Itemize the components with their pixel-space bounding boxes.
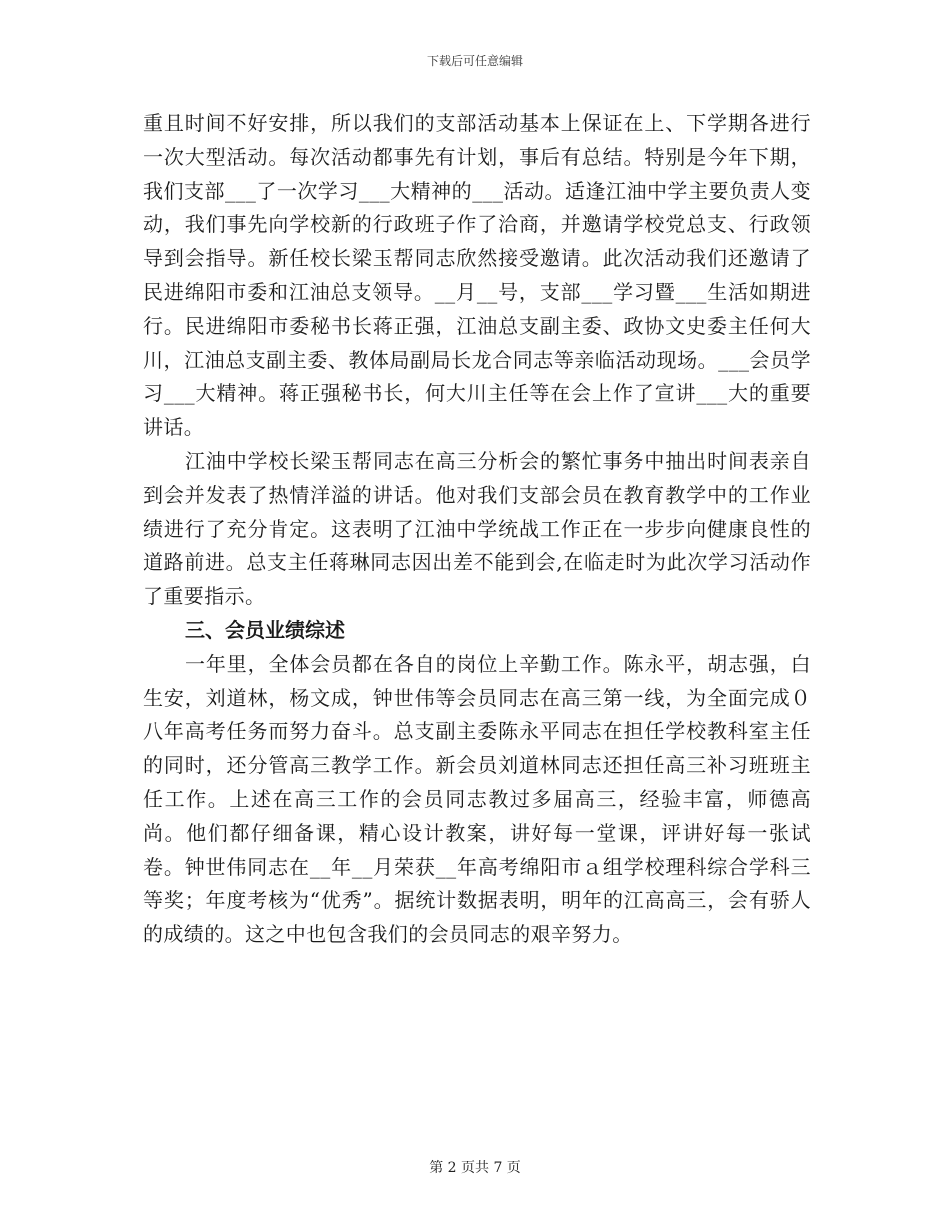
document-body xyxy=(143,107,811,952)
paragraph-3: 一年里，全体会员都在各自的岗位上辛勤工作。陈永平，胡志强，白生安，刘道林，杨文成，钟世伟等会员同志在高三第一线，为全面完成０八年高考任务而努力奋斗。总支副主委陈永平同志在担任学校教科室主任的同时，还分管高三教学工作。新会员刘道林同志还担任高三补习班班主任工作。上述在高三工作的会员同志教过多届高三，经验丰富，师德高尚。他们都仔细备课，精心设计教案，讲好每一堂课，评讲好每一张试卷。钟世伟同志在__年__月荣获__年高考绵阳市ａ组学校理科综合学科三等奖；年度考核为“优秀”。据统计数据表明，明年的江高高三，会有骄人的成绩的。这之中也包含我们的会员同志的艰辛努力。 xyxy=(143,651,811,947)
page-header: 下载后可任意编辑 xyxy=(426,54,523,68)
paragraph-1: 重且时间不好安排，所以我们的支部活动基本上保证在上、下学期各进行一次大型活动。每次活动都事先有计划，事后有总结。特别是今年下期，我们支部___了一次学习___大精神的___活动。适逢江油中学主要负责人变动，我们事先向学校新的行政班子作了洽商，并邀请学校党总支、行政领导到会指导。新任校长梁玉帮同志欣然接受邀请。此次活动我们还邀请了民进绵阳市委和江油总支领导。__月__号，支部___学习暨___生活如期进行。民进绵阳市委秘书长蒋正强，江油总支副主委、政协文史委主任何大川，江油总支副主委、教体局副局长龙合同志等亲临活动现场。___会员学习___大精神。蒋正强秘书长，何大川主任等在会上作了宣讲___大的重要讲话。 xyxy=(143,111,811,440)
section-heading: 三、会员业绩综述 xyxy=(185,617,345,642)
paragraph-2: 江油中学校长梁玉帮同志在高三分析会的繁忙事务中抽出时间表亲自到会并发表了热情洋溢的讲话。他对我们支部会员在教育教学中的工作业绩进行了充分肯定。这表明了江油中学统战工作正在一步步向健康良性的道路前进。总支主任蒋琳同志因出差不能到会,在临走时为此次学习活动作了重要指示。 xyxy=(143,448,811,609)
page-footer: 第 2 页共 7 页 xyxy=(429,1160,521,1176)
